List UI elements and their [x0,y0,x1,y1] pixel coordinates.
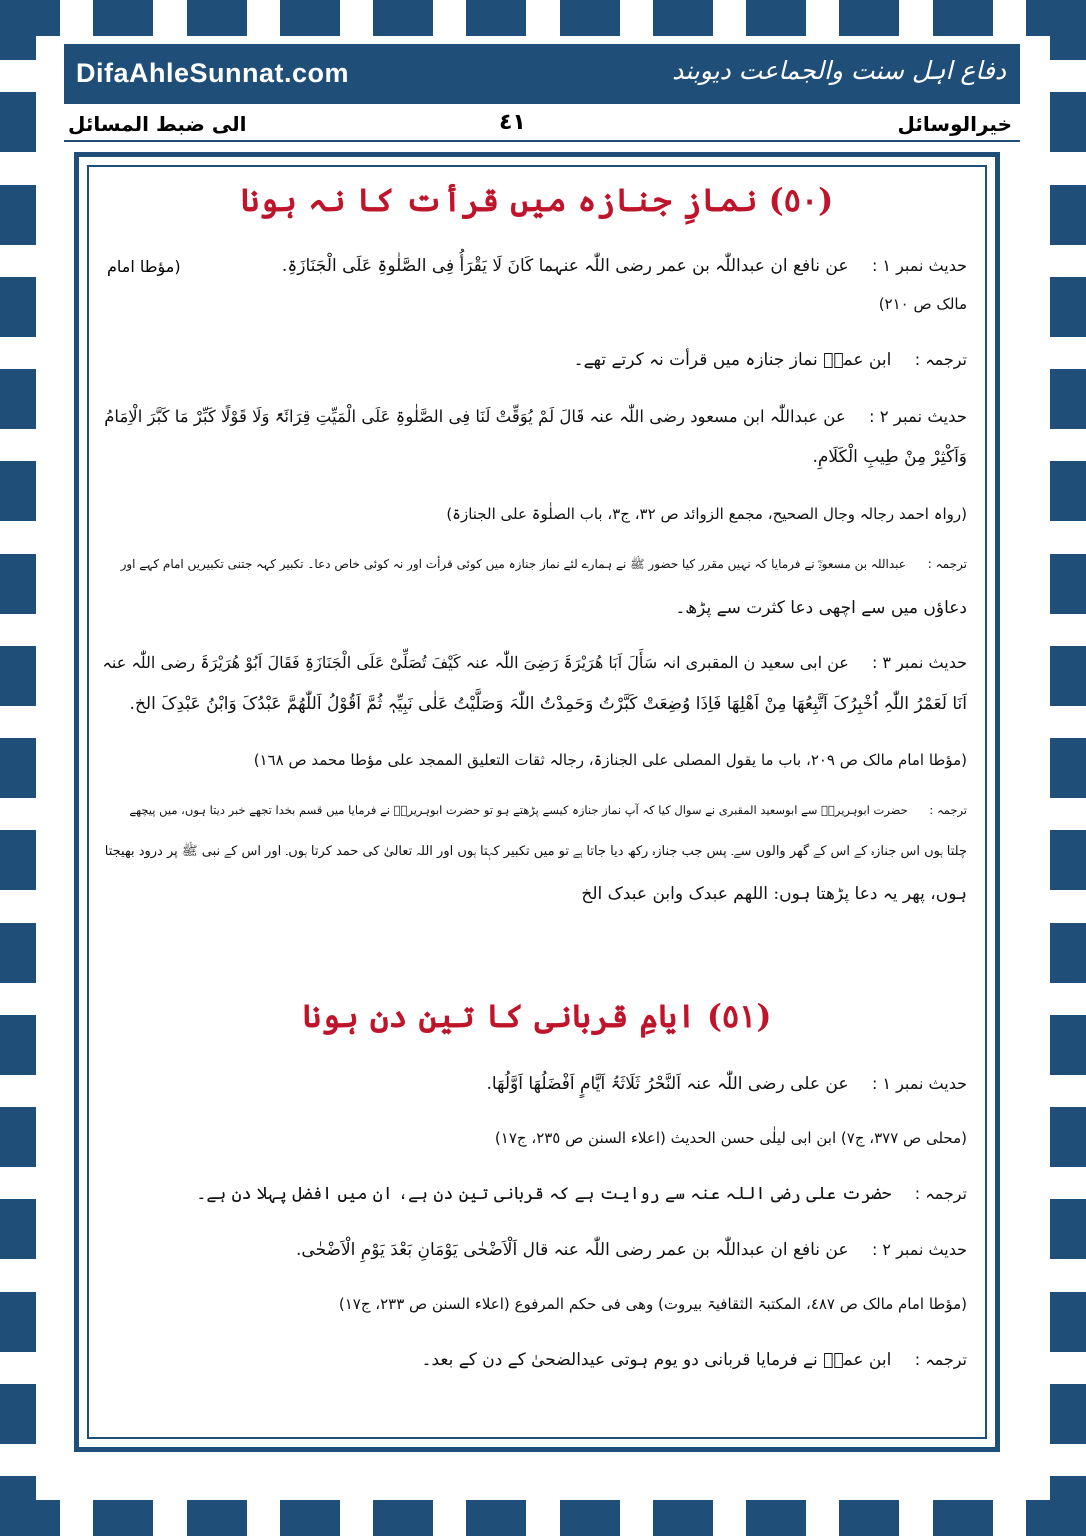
s51-hadith-1 [103,1073,967,1094]
border-bottom [0,1500,1086,1536]
border-left [0,0,36,1536]
s50-t2-line1: عبداللہ بن مسعودؓ نے فرمایا کہ نہیں مقرر کیا حضور ﷺ نے ہمارے لئے نماز جنازہ میں کوئی قرأت اور نہ کوئی خاص دعا۔ تکبیر کہہ جتنی تکبیریں امام کہے اور [120,557,906,571]
s51-translation-1 [103,1183,967,1204]
s50-h3-line2: اَنَا لَعَمْرُ اللّٰہِ اُخْبِرُکَ اَتَّبِعُھَا مِنْ اَھْلِھَا فَاِذَا وُضِعَتْ کَبَّرْتُ وَحَمِدْتُ اللّٰہَ وَصَلَّیْتُ عَلٰی نَبِیِّہٖ ثُمَّ اَقُوْلُ اَللّٰھُمَّ عَبْدُکَ وَابْنُ عَبْدِکَ الخ. [129,694,967,714]
s51-t2-label: ترجمہ : [914,1350,967,1369]
s51-h2-label: حدیث نمبر ۲ : [871,1240,967,1259]
section-50-title: (٥٠) نمازِ جنازہ میں قرأت کا نہ ہونا [240,181,834,219]
book-title-left: الی ضبط المسائل [68,112,247,136]
s50-t3-line2: چلتا ہوں اس جنازہ کے اس کے گھر والوں سے۔ پس جب جنازہ رکھ دیا جاتا ہے تو میں تکبیر کہتا ہوں اور اللہ تعالیٰ کی حمد کرتا ہوں۔ اور اس کے نبی ﷺ پر درود بھیجتا [104,844,967,859]
s50-t3-line1: حضرت ابوہریرہؓ سے ابوسعید المقبری نے سوال کیا کہ آپ نماز جنازہ کیسے پڑھتے ہو تو حضرت ابوہریرہؓ نے فرمایا میں قسم بخدا تجھے خبر دیتا ہوں، میں پیچھے [129,803,908,817]
page-number: ٤١ [499,110,526,135]
s50-h3-label: حدیث نمبر ۳ : [871,653,967,672]
page-frame [64,44,1020,1472]
s50-h1-ref-a: (مؤطا امام [107,257,181,276]
s51-h1-text: عن علی رضی اللّٰہ عنہ اَلنَّحْرُ ثَلَاثَۃُ اَیَّامٍ اَفْضَلُھَا اَوَّلُھَا. [486,1074,849,1094]
s50-h1-label: حدیث نمبر ۱ : [871,256,967,275]
s51-h2-text: عن نافع ان عبداللّٰہ بن عمر رضی اللّٰہ عنہ قال اَلْاَضْحٰی یَوْمَانِ بَعْدَ یَوْمِ الْاَضْحٰی. [296,1240,849,1260]
s51-h2-ref: (مؤطا امام مالک ص ٤٨٧، المکتبۃ الثقافیۃ بیروت) وھی فی حکم المرفوع (اعلاء السنن ص ٢٣٣، ج١٧) [338,1295,967,1313]
s50-t3-line3: ہوں، پھر یہ دعا پڑھتا ہوں: اللھم عبدک وابن عبدک الخ [581,884,967,904]
s50-h2-line2: وَاَکْثِرْ مِنْ طِیبِ الْکَلَامِ. [812,447,967,467]
s50-h2-line1: عن عبداللّٰہ ابن مسعود رضی اللّٰہ عنہ قَالَ لَمْ یُوَقِّتْ لَنَا فِی الصَّلٰوۃِ عَلَی الْمَیِّتِ قِرَائَۃً وَلَا قَوْلًا کَبِّرْ مَا کَبَّرَ الْاِمَامُ [104,407,846,426]
s51-h1-label: حدیث نمبر ۱ : [871,1074,967,1093]
running-head [64,110,1020,142]
site-name-urdu: دفاع اہل سنت والجماعت دیوبند [672,56,1006,85]
s50-translation-3 [103,803,967,817]
section-51-title: (٥١) ایامِ قربانی کا تین دن ہونا [302,997,772,1035]
s50-h3-line1: عن ابی سعید ن المقبری انہ سَأَلَ اَبَا ھُرَیْرَۃَ رَضِیَ اللّٰہ عنہ کَیْفَ تُصَلِّیْ عَلَی الْجَنَازَۃِ فَقَالَ اَبُوْ ھُرَیْرَۃَ رضی اللّٰہ عنہ [102,653,849,672]
s51-t1-label: ترجمہ : [914,1184,967,1203]
s50-translation-2 [103,557,967,574]
s51-translation-2 [103,1349,967,1370]
s50-t3-label: ترجمہ : [929,803,967,817]
s50-translation-1 [103,349,967,370]
s50-t2-line2: دعاؤں میں سے اچھی دعا کثرت سے پڑھ۔ [675,598,967,618]
s50-t1-text: ابن عمرؓ نماز جنازہ میں قرأت نہ کرتے تھے۔ [573,350,892,370]
border-top [0,0,1086,36]
s51-hadith-2 [103,1239,967,1260]
s50-hadith-1 [249,255,967,276]
s50-hadith-2 [103,407,967,426]
s50-h3-ref: (مؤطا امام مالک ص ٢٠٩، باب ما یقول المصلی علی الجنازۃ، رجالہ ثقات التعلیق الممجد علی مؤطا محمد ص ١٦٨) [253,751,967,769]
s50-h1-ref-b: مالک ص ٢١٠) [878,295,967,313]
s51-h1-ref: (محلی ص ٣٧٧، ج٧) ابن ابی لیلٰی حسن الحدیث (اعلاء السنن ص ٢٣٥، ج١٧) [494,1129,967,1147]
content-box [74,152,1000,1452]
s51-t2-text: ابن عمرؓ نے فرمایا قربانی دو یوم ہوتی عیدالضحیٰ کے دن کے بعد۔ [421,1350,892,1370]
border-right [1050,0,1086,1536]
site-name: DifaAhleSunnat.com [76,58,350,88]
s51-t1-text: حضرت علی رضی اللہ عنہ سے روایت ہے کہ قربانی تین دن ہے، ان میں افضل پہلا دن ہے۔ [196,1184,892,1204]
s50-hadith-3 [103,653,967,672]
s50-t2-label: ترجمہ : [927,557,967,571]
site-banner [64,44,1020,104]
book-title-right: خیرالوسائل [897,112,1012,136]
content-inner [87,165,987,1439]
s50-h2-label: حدیث نمبر ۲ : [868,407,967,426]
s50-t1-label: ترجمہ : [914,350,967,369]
s50-h1-text: عن نافع ان عبداللّٰہ بن عمر رضی اللّٰہ عنہما کَانَ لَا یَقْرَأُ فِی الصَّلٰوۃِ عَلَی الْجَنَازَۃِ. [281,256,849,276]
s50-h2-ref: (رواہ احمد رجالہ وجال الصحیح، مجمع الزوائد ص ٣٢، ج٣، باب الصلٰوۃ علی الجنازۃ) [446,505,967,523]
